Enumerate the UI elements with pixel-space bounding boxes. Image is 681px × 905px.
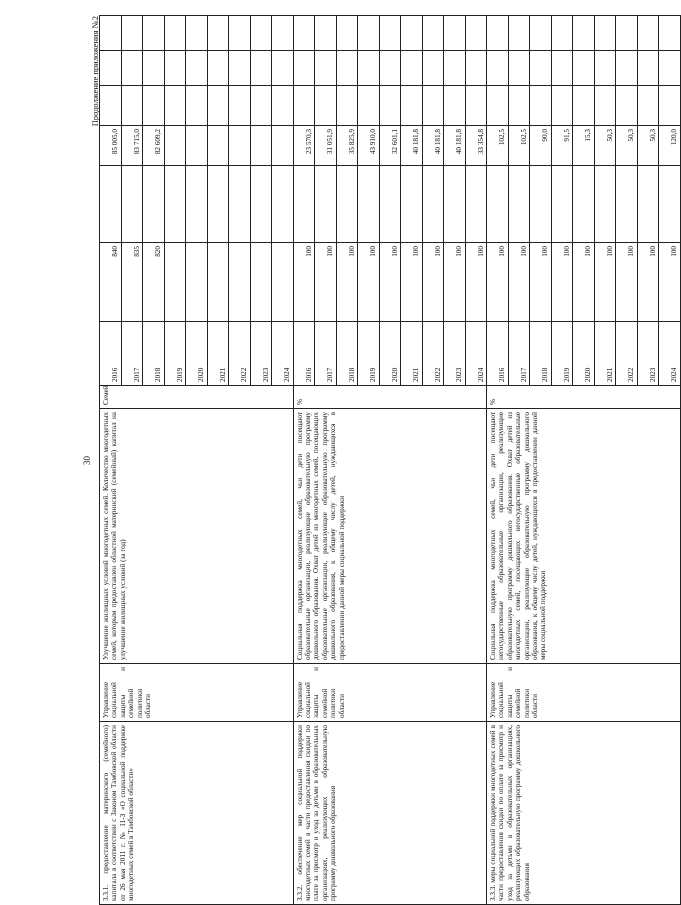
empty-cell	[143, 16, 165, 51]
empty-cell	[250, 16, 272, 51]
empty-cell	[659, 16, 681, 51]
empty-cell	[358, 16, 380, 51]
empty-cell	[336, 86, 358, 126]
empty-cell	[379, 86, 401, 126]
empty-cell	[229, 166, 251, 243]
empty-cell	[143, 166, 165, 243]
empty-cell	[508, 16, 530, 51]
empty-cell	[508, 86, 530, 126]
unit-cell: %	[487, 386, 681, 409]
empty-cell	[293, 166, 315, 243]
value-cell	[272, 126, 294, 166]
target-cell: 100	[358, 243, 380, 322]
empty-cell	[336, 51, 358, 86]
year-cell: 2017	[315, 322, 337, 386]
empty-cell	[272, 86, 294, 126]
empty-cell	[573, 51, 595, 86]
value-cell	[207, 126, 229, 166]
empty-cell	[530, 86, 552, 126]
empty-cell	[616, 51, 638, 86]
empty-cell	[250, 86, 272, 126]
empty-cell	[315, 86, 337, 126]
year-cell: 2019	[164, 322, 186, 386]
measure-cell: 3.3.2. обеспечение мер социальной поддержки многодетных семей в части предоставления скидки по плате за присмотр и уход за детьми в образовательных организациях, реализующих образовательную программу дошкольного образования	[293, 722, 487, 905]
year-cell: 2023	[250, 322, 272, 386]
empty-cell	[186, 51, 208, 86]
year-cell: 2021	[207, 322, 229, 386]
target-cell: 100	[487, 243, 509, 322]
empty-cell	[573, 166, 595, 243]
empty-cell	[336, 16, 358, 51]
empty-cell	[594, 16, 616, 51]
empty-cell	[358, 86, 380, 126]
empty-cell	[379, 51, 401, 86]
target-cell: 835	[121, 243, 143, 322]
empty-cell	[659, 166, 681, 243]
value-cell: 50,3	[616, 126, 638, 166]
measure-cell: 3.3.1. предоставление материнского (семейного) капитала в соответствии с Законом Тамбовской области от 26 мая 2011 г. № 11-З «О социальной поддержке многодетных семей в Тамбовской области»	[100, 722, 294, 905]
value-cell: 91,5	[551, 126, 573, 166]
year-cell: 2021	[401, 322, 423, 386]
empty-cell	[551, 51, 573, 86]
year-cell: 2016	[293, 322, 315, 386]
empty-cell	[272, 16, 294, 51]
empty-cell	[465, 86, 487, 126]
value-cell	[250, 126, 272, 166]
value-cell: 102,5	[508, 126, 530, 166]
empty-cell	[229, 16, 251, 51]
target-cell: 100	[530, 243, 552, 322]
empty-cell	[487, 86, 509, 126]
empty-cell	[422, 16, 444, 51]
empty-cell	[422, 86, 444, 126]
target-cell: 100	[444, 243, 466, 322]
empty-cell	[487, 16, 509, 51]
value-cell: 40 181,8	[444, 126, 466, 166]
value-cell: 43 910,0	[358, 126, 380, 166]
empty-cell	[100, 86, 122, 126]
year-cell: 2021	[594, 322, 616, 386]
empty-cell	[293, 51, 315, 86]
empty-cell	[379, 166, 401, 243]
empty-cell	[465, 166, 487, 243]
empty-cell	[143, 86, 165, 126]
target-cell: 100	[379, 243, 401, 322]
target-cell	[272, 243, 294, 322]
empty-cell	[207, 166, 229, 243]
value-cell: 50,3	[637, 126, 659, 166]
empty-cell	[358, 51, 380, 86]
measure-cell: 3.3.3. меры социальной поддержки многодетных семей в части предоставления скидки по оплате за присмотр и уход за детьми в образовательных организациях, реализующих образовательную программу дошкольного образования	[487, 722, 681, 905]
empty-cell	[508, 166, 530, 243]
value-cell: 32 601,1	[379, 126, 401, 166]
empty-cell	[573, 16, 595, 51]
year-cell: 2023	[444, 322, 466, 386]
empty-cell	[121, 166, 143, 243]
empty-cell	[401, 166, 423, 243]
empty-cell	[530, 16, 552, 51]
value-cell: 102,5	[487, 126, 509, 166]
executor-cell: Управление социальной защиты и семейной политики области	[487, 664, 681, 722]
empty-cell	[315, 166, 337, 243]
value-cell: 50,3	[594, 126, 616, 166]
indicator-cell: Улучшение жилищных условий многодетных семей. Количество многодетных семей, которым предоставлен областной материнский (семейный) капитал на улучшение жилищных условий (за год)	[100, 409, 294, 664]
year-cell: 2022	[422, 322, 444, 386]
year-cell: 2019	[551, 322, 573, 386]
year-cell: 2017	[121, 322, 143, 386]
empty-cell	[293, 86, 315, 126]
empty-cell	[444, 51, 466, 86]
empty-cell	[487, 166, 509, 243]
empty-cell	[186, 16, 208, 51]
empty-cell	[250, 51, 272, 86]
year-cell: 2022	[616, 322, 638, 386]
table-row	[293, 16, 315, 905]
year-cell: 2017	[508, 322, 530, 386]
target-cell: 100	[465, 243, 487, 322]
empty-cell	[444, 166, 466, 243]
empty-cell	[379, 16, 401, 51]
empty-cell	[637, 86, 659, 126]
empty-cell	[229, 86, 251, 126]
empty-cell	[100, 51, 122, 86]
empty-cell	[594, 86, 616, 126]
empty-cell	[637, 16, 659, 51]
target-cell	[250, 243, 272, 322]
target-cell: 100	[616, 243, 638, 322]
target-cell: 100	[422, 243, 444, 322]
empty-cell	[164, 51, 186, 86]
empty-cell	[422, 51, 444, 86]
target-cell: 100	[551, 243, 573, 322]
empty-cell	[508, 51, 530, 86]
empty-cell	[336, 166, 358, 243]
year-cell: 2016	[100, 322, 122, 386]
target-cell	[207, 243, 229, 322]
value-cell	[164, 126, 186, 166]
empty-cell	[573, 86, 595, 126]
year-cell: 2018	[143, 322, 165, 386]
year-cell: 2024	[465, 322, 487, 386]
empty-cell	[659, 51, 681, 86]
value-cell: 120,0	[659, 126, 681, 166]
table-row	[487, 16, 509, 905]
empty-cell	[551, 16, 573, 51]
year-cell: 2020	[186, 322, 208, 386]
table-row	[100, 16, 122, 905]
appendix-caption: Продолжение приложения №2	[90, 16, 100, 127]
empty-cell	[616, 16, 638, 51]
empty-cell	[207, 16, 229, 51]
empty-cell	[100, 166, 122, 243]
page-number: 30	[82, 456, 92, 465]
empty-cell	[207, 51, 229, 86]
empty-cell	[272, 51, 294, 86]
value-cell: 82 609,2	[143, 126, 165, 166]
empty-cell	[100, 16, 122, 51]
empty-cell	[444, 16, 466, 51]
empty-cell	[164, 16, 186, 51]
year-cell: 2020	[379, 322, 401, 386]
empty-cell	[250, 166, 272, 243]
empty-cell	[465, 16, 487, 51]
year-cell: 2016	[487, 322, 509, 386]
target-cell: 100	[315, 243, 337, 322]
empty-cell	[551, 166, 573, 243]
empty-cell	[594, 166, 616, 243]
target-cell: 100	[637, 243, 659, 322]
target-cell: 840	[100, 243, 122, 322]
year-cell: 2024	[659, 322, 681, 386]
empty-cell	[401, 16, 423, 51]
target-cell	[164, 243, 186, 322]
empty-cell	[186, 86, 208, 126]
value-cell: 85 005,0	[100, 126, 122, 166]
year-cell: 2018	[530, 322, 552, 386]
unit-cell: %	[293, 386, 487, 409]
unit-cell: Семей	[100, 386, 294, 409]
target-cell: 100	[594, 243, 616, 322]
target-cell	[229, 243, 251, 322]
executor-cell: Управление социальной защиты и семейной политики области	[293, 664, 487, 722]
empty-cell	[358, 166, 380, 243]
empty-cell	[465, 51, 487, 86]
empty-cell	[616, 86, 638, 126]
empty-cell	[401, 86, 423, 126]
program-table	[99, 15, 681, 905]
empty-cell	[143, 51, 165, 86]
empty-cell	[121, 16, 143, 51]
year-cell: 2022	[229, 322, 251, 386]
target-cell: 820	[143, 243, 165, 322]
executor-cell: Управление социальной защиты и семейной политики области	[100, 664, 294, 722]
indicator-cell: Социальная поддержка многодетных семей, чьи дети посещают негосударственные образовательные организации, реализующие образовательную программу дошкольного образования. Охват детей из многодетных семей, посещающих негосударственные образовательные организации, реализующие образовательную программу дошкольного образования, к общему числу детей, нуждающихся в предоставлении данной меры социальной поддержки	[487, 409, 681, 664]
year-cell: 2023	[637, 322, 659, 386]
empty-cell	[272, 166, 294, 243]
empty-cell	[594, 51, 616, 86]
value-cell: 40 181,8	[401, 126, 423, 166]
value-cell: 31 051,9	[315, 126, 337, 166]
table-body	[100, 16, 681, 905]
empty-cell	[530, 51, 552, 86]
empty-cell	[444, 86, 466, 126]
empty-cell	[487, 51, 509, 86]
year-cell: 2020	[573, 322, 595, 386]
target-cell: 100	[401, 243, 423, 322]
target-cell: 100	[336, 243, 358, 322]
value-cell: 23 570,3	[293, 126, 315, 166]
empty-cell	[315, 16, 337, 51]
target-cell	[186, 243, 208, 322]
year-cell: 2019	[358, 322, 380, 386]
empty-cell	[659, 86, 681, 126]
indicator-cell: Социальная поддержка многодетных семей, чьи дети посещают образовательные организации, реализующие образовательную программу дошкольного образования. Охват детей из многодетных семей, посещающих образовательные организации, реализующие образовательную программу дошкольного образования, к общему числу детей, нуждающихся в предоставлении данной меры социальной поддержки	[293, 409, 487, 664]
target-cell: 100	[573, 243, 595, 322]
empty-cell	[207, 86, 229, 126]
value-cell	[229, 126, 251, 166]
empty-cell	[229, 51, 251, 86]
empty-cell	[293, 16, 315, 51]
empty-cell	[121, 86, 143, 126]
empty-cell	[164, 166, 186, 243]
empty-cell	[551, 86, 573, 126]
value-cell: 33 354,8	[465, 126, 487, 166]
empty-cell	[121, 51, 143, 86]
target-cell: 100	[293, 243, 315, 322]
value-cell	[186, 126, 208, 166]
value-cell: 15,3	[573, 126, 595, 166]
target-cell: 100	[508, 243, 530, 322]
value-cell: 83 715,0	[121, 126, 143, 166]
value-cell: 35 825,9	[336, 126, 358, 166]
year-cell: 2018	[336, 322, 358, 386]
empty-cell	[637, 166, 659, 243]
empty-cell	[422, 166, 444, 243]
empty-cell	[186, 166, 208, 243]
empty-cell	[401, 51, 423, 86]
target-cell: 100	[659, 243, 681, 322]
year-cell: 2024	[272, 322, 294, 386]
empty-cell	[637, 51, 659, 86]
empty-cell	[530, 166, 552, 243]
empty-cell	[164, 86, 186, 126]
empty-cell	[616, 166, 638, 243]
empty-cell	[315, 51, 337, 86]
value-cell: 90,0	[530, 126, 552, 166]
value-cell: 40 181,8	[422, 126, 444, 166]
